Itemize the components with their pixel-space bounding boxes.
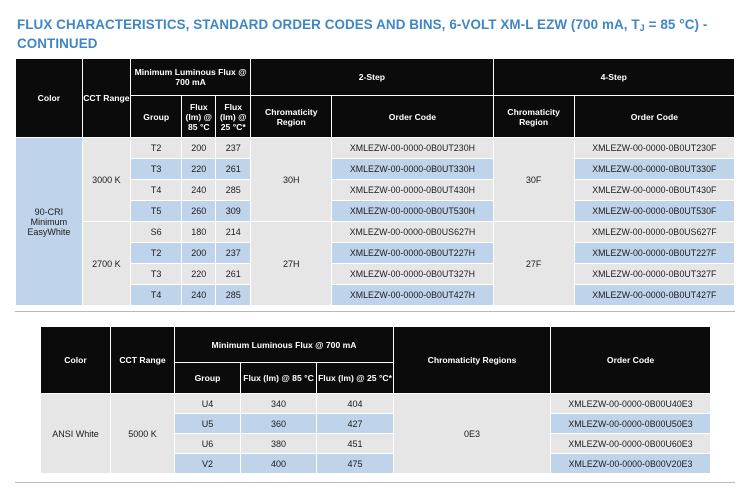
order-code: XMLEZW-00-0000-0B00U50E3 [551, 414, 711, 434]
order-code-2step: XMLEZW-00-0000-0B0UT530H [332, 201, 493, 222]
divider [15, 482, 735, 483]
header-min-flux: Minimum Luminous Flux @ 700 mA [175, 327, 394, 363]
chroma-4step-cell: 30F [493, 138, 574, 222]
group-cell: U6 [175, 434, 241, 454]
order-code-4step: XMLEZW-00-0000-0B0UT327F [574, 264, 734, 285]
page-title [17, 17, 737, 52]
group-cell: T2 [131, 243, 182, 264]
order-code: XMLEZW-00-0000-0B00U60E3 [551, 434, 711, 454]
flux25-cell: 309 [216, 201, 251, 222]
flux85-cell: 340 [241, 394, 317, 414]
color-cell: 90-CRI Minimum EasyWhite [16, 138, 83, 306]
group-cell: T4 [131, 285, 182, 306]
header-min-flux: Minimum Luminous Flux @ 700 mA [131, 59, 251, 96]
flux85-cell: 200 [182, 243, 216, 264]
flux85-cell: 240 [182, 180, 216, 201]
header-cct-range: CCT Range [82, 59, 130, 138]
header-4-step: 4-Step [493, 59, 734, 96]
order-code-4step: XMLEZW-00-0000-0B0UT230F [574, 138, 734, 159]
group-cell: V2 [175, 454, 241, 474]
header-flux-25: Flux (lm) @ 25 °C* [216, 96, 251, 138]
order-code-4step: XMLEZW-00-0000-0B0UT227F [574, 243, 734, 264]
flux25-cell: 427 [317, 414, 394, 434]
title-line2: CONTINUED [17, 36, 98, 51]
order-code-4step: XMLEZW-00-0000-0B0UT530F [574, 201, 734, 222]
table-row [16, 222, 735, 243]
group-cell: S6 [131, 222, 182, 243]
flux85-cell: 380 [241, 434, 317, 454]
header-flux-85: Flux (lm) @ 85 °C [241, 363, 317, 394]
order-code: XMLEZW-00-0000-0B00U40E3 [551, 394, 711, 414]
order-code-2step: XMLEZW-00-0000-0B0UT330H [332, 159, 493, 180]
header-color: Color [41, 327, 111, 394]
flux25-cell: 261 [216, 264, 251, 285]
title-rest: = 85 °C) - [644, 17, 708, 32]
order-code: XMLEZW-00-0000-0B00V20E3 [551, 454, 711, 474]
color-cell: ANSI White [41, 394, 111, 474]
order-code-2step: XMLEZW-00-0000-0B0UT427H [332, 285, 493, 306]
cct-cell: 2700 K [82, 222, 130, 306]
flux25-cell: 475 [317, 454, 394, 474]
title-main: FLUX CHARACTERISTICS, STANDARD ORDER CODES AND BINS, 6-VOLT XM-L EZW (700 mA, T [17, 17, 640, 32]
header-flux-85: Flux (lm) @ 85 °C [182, 96, 216, 138]
flux85-cell: 400 [241, 454, 317, 474]
title-subscript: J [639, 23, 645, 33]
header-group: Group [131, 96, 182, 138]
header-chroma-regions: Chromaticity Regions [394, 327, 551, 394]
order-code-2step: XMLEZW-00-0000-0B0UT327H [332, 264, 493, 285]
order-code-4step: XMLEZW-00-0000-0B0US627F [574, 222, 734, 243]
flux25-cell: 214 [216, 222, 251, 243]
flux85-cell: 260 [182, 201, 216, 222]
cct-cell: 5000 K [111, 394, 175, 474]
header-2-step: 2-Step [251, 59, 493, 96]
flux25-cell: 404 [317, 394, 394, 414]
order-code-4step: XMLEZW-00-0000-0B0UT427F [574, 285, 734, 306]
chroma-2step-cell: 27H [251, 222, 332, 306]
header-cct-range: CCT Range [111, 327, 175, 394]
group-cell: T5 [131, 201, 182, 222]
order-code-2step: XMLEZW-00-0000-0B0UT430H [332, 180, 493, 201]
group-cell: T2 [131, 138, 182, 159]
flux25-cell: 451 [317, 434, 394, 454]
group-cell: T3 [131, 159, 182, 180]
flux85-cell: 240 [182, 285, 216, 306]
header-flux-25: Flux (lm) @ 25 °C* [317, 363, 394, 394]
flux85-cell: 220 [182, 159, 216, 180]
order-code-4step: XMLEZW-00-0000-0B0UT430F [574, 180, 734, 201]
flux25-cell: 237 [216, 243, 251, 264]
flux85-cell: 220 [182, 264, 216, 285]
flux25-cell: 261 [216, 159, 251, 180]
table-row [41, 394, 711, 414]
order-code-2step: XMLEZW-00-0000-0B0US627H [332, 222, 493, 243]
order-code-4step: XMLEZW-00-0000-0B0UT330F [574, 159, 734, 180]
group-cell: T3 [131, 264, 182, 285]
header-order-2step: Order Code [332, 96, 493, 138]
header-color: Color [16, 59, 83, 138]
flux-table-ansi-white [40, 326, 711, 474]
chroma-cell: 0E3 [394, 394, 551, 474]
header-order-code: Order Code [551, 327, 711, 394]
group-cell: T4 [131, 180, 182, 201]
group-cell: U4 [175, 394, 241, 414]
order-code-2step: XMLEZW-00-0000-0B0UT227H [332, 243, 493, 264]
header-chroma-4step: Chromaticity Region [493, 96, 574, 138]
cct-cell: 3000 K [82, 138, 130, 222]
flux25-cell: 285 [216, 180, 251, 201]
header-chroma-2step: Chromaticity Region [251, 96, 332, 138]
flux25-cell: 237 [216, 138, 251, 159]
flux-table-easywhite [15, 58, 735, 306]
order-code-2step: XMLEZW-00-0000-0B0UT230H [332, 138, 493, 159]
chroma-2step-cell: 30H [251, 138, 332, 222]
flux85-cell: 180 [182, 222, 216, 243]
flux85-cell: 200 [182, 138, 216, 159]
flux25-cell: 285 [216, 285, 251, 306]
header-group: Group [175, 363, 241, 394]
group-cell: U5 [175, 414, 241, 434]
chroma-4step-cell: 27F [493, 222, 574, 306]
flux85-cell: 360 [241, 414, 317, 434]
divider [15, 311, 735, 312]
header-order-4step: Order Code [574, 96, 734, 138]
table-row [16, 138, 735, 159]
